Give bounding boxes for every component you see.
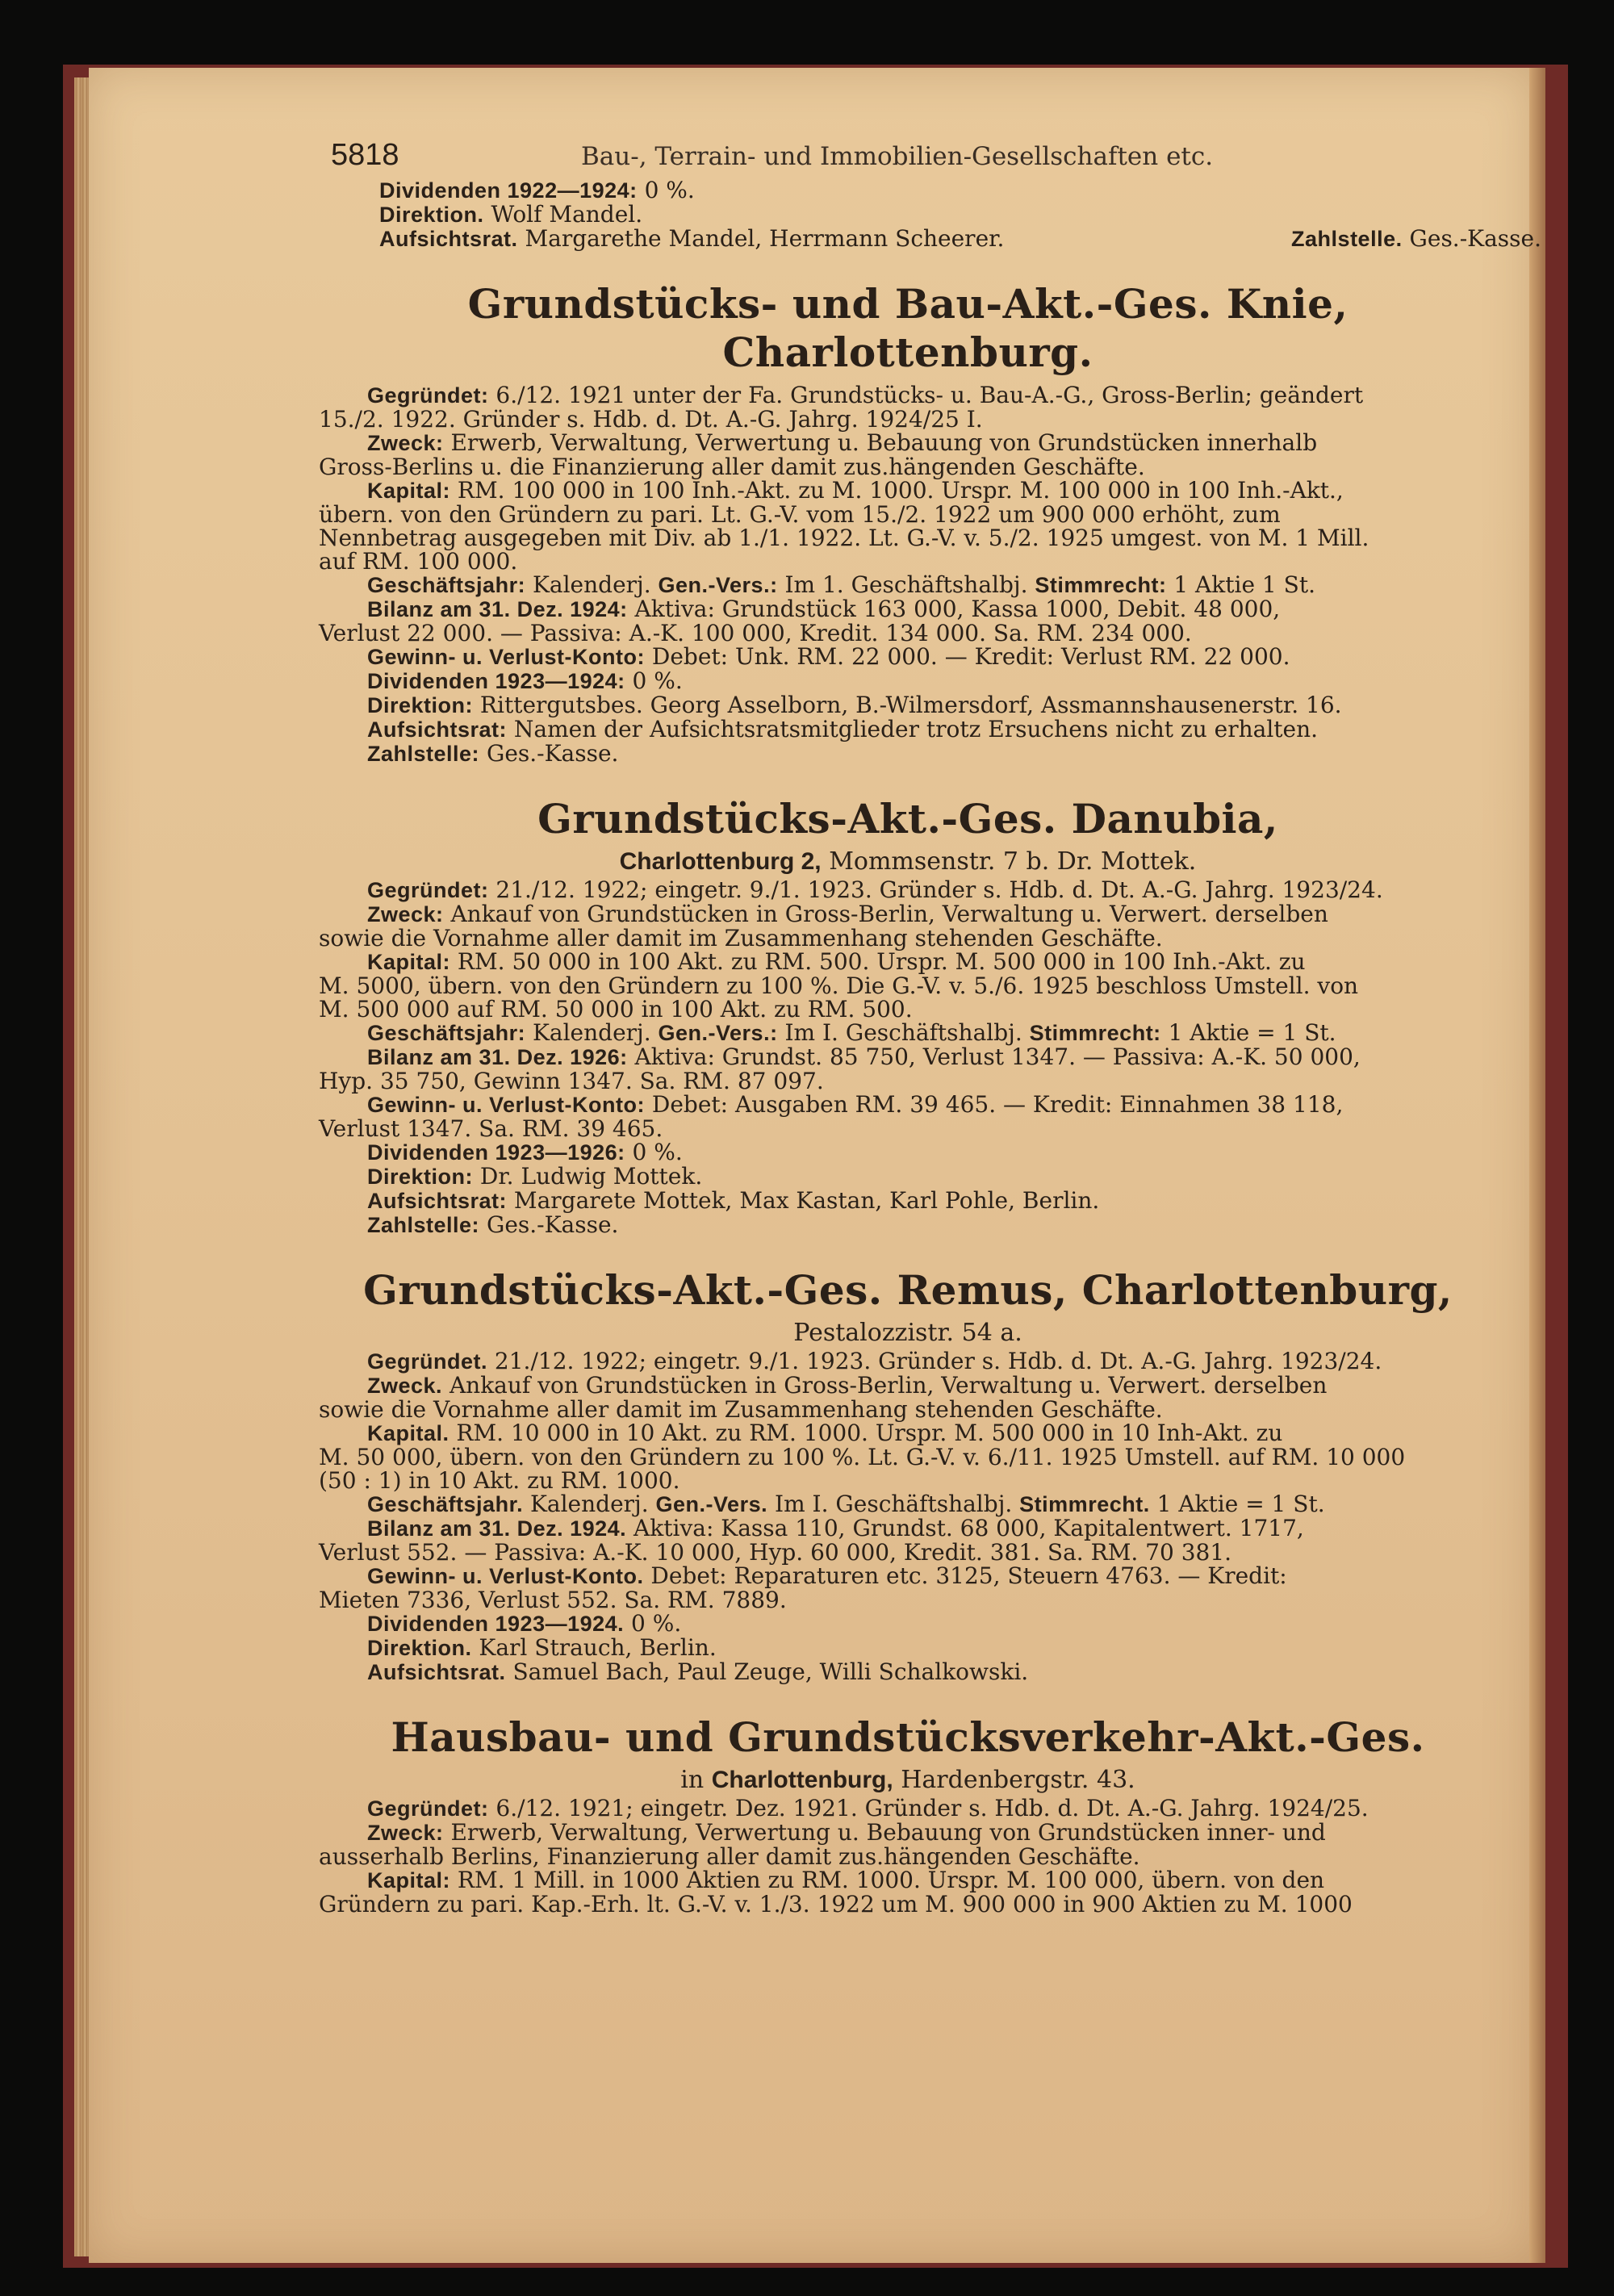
entry-line: Geschäftsjahr: Kalenderj. Gen.-Vers.: Im I. Geschäftshalbj. Stimmrecht: 1 Aktie = 1 St. [367,1019,1336,1046]
entry-line: Bilanz am 31. Dez. 1924: Aktiva: Grundstück 163 000, Kassa 1000, Debit. 48 000, [367,596,1281,622]
running-title: Bau-, Terrain- und Immobilien-Gesellschaften etc. [581,142,1214,171]
entry-line: Kapital: RM. 1 Mill. in 1000 Aktien zu RM. 1000. Urspr. M. 100 000, übern. von den [367,1867,1325,1893]
intro-aufsichtsrat: Aufsichtsrat. Margarethe Mandel, Herrmann Scheerer. Zahlstelle. Ges.-Kasse. [379,225,1541,252]
company-title: Hausbau- und Grundstücksverkehr-Akt.-Ges. [391,1713,1425,1761]
entry-line: Bilanz am 31. Dez. 1924. Aktiva: Kassa 110, Grundst. 68 000, Kapitalentwert. 1717, [367,1515,1304,1541]
entry-line: Mieten 7336, Verlust 552. Sa. RM. 7889. [319,1587,787,1613]
entry-line: Gründern zu pari. Kap.-Erh. lt. G.-V. v. 1./3. 1922 um M. 900 000 in 900 Aktien zu M. 1000 [319,1891,1353,1918]
entry-line: Geschäftsjahr. Kalenderj. Gen.-Vers. Im I. Geschäftshalbj. Stimmrecht. 1 Aktie = 1 St. [367,1491,1325,1517]
entry-line: M. 5000, übern. von den Gründern zu 100 %. Die G.-V. v. 5./6. 1925 beschloss Umstell. von [319,972,1359,999]
entry-line: Gegründet: 21./12. 1922; eingetr. 9./1. 1923. Gründer s. Hdb. d. Dt. A.-G. Jahrg. 1923/24. [367,876,1383,903]
company-address: Pestalozzistr. 54 a. [793,1319,1022,1347]
entry-line: 15./2. 1922. Gründer s. Hdb. d. Dt. A.-G. Jahrg. 1924/25 I. [319,406,983,433]
entry-line: Direktion: Dr. Ludwig Mottek. [367,1163,703,1190]
company-section [319,1266,1497,1684]
entry-line: Gegründet: 6./12. 1921; eingetr. Dez. 1921. Gründer s. Hdb. d. Dt. A.-G. Jahrg. 1924/25. [367,1795,1369,1821]
page-number: 5818 [331,138,399,172]
entry-line: Gewinn- u. Verlust-Konto. Debet: Reparaturen etc. 3125, Steuern 4763. — Kredit: [367,1562,1287,1589]
entry-line: Kapital: RM. 50 000 in 100 Akt. zu RM. 500. Urspr. M. 500 000 in 100 Inh.-Akt. zu [367,948,1306,975]
entry-line: M. 500 000 auf RM. 50 000 in 100 Akt. zu RM. 500. [319,996,913,1023]
entry-line: sowie die Vornahme aller damit im Zusammenhang stehenden Geschäfte. [319,1396,1163,1423]
company-section [319,1713,1497,1916]
company-address: Charlottenburg 2, Mommsenstr. 7 b. Dr. Mottek. [619,847,1197,876]
company-title: Grundstücks-Akt.-Ges. Danubia, [537,795,1278,843]
entry-line: Nennbetrag ausgegeben mit Div. ab 1./1. 1922. Lt. G.-V. v. 5./2. 1925 umgest. von M. 1 Mill. [319,525,1369,551]
entry-line: Verlust 22 000. — Passiva: A.-K. 100 000, Kredit. 134 000. Sa. RM. 234 000. [319,620,1192,646]
entry-line: Dividenden 1923—1924: 0 %. [367,667,683,694]
page-header [319,138,1497,172]
entry-line: Aufsichtsrat: Namen der Aufsichtsratsmitglieder trotz Ersuchens nicht zu erhalten. [367,716,1319,742]
page-right-edge [1529,68,1545,2263]
entry-line: (50 : 1) in 10 Akt. zu RM. 1000. [319,1467,680,1494]
entry-line: Gegründet: 6./12. 1921 unter der Fa. Grundstücks- u. Bau-A.-G., Gross-Berlin; geändert [367,382,1364,408]
entry-line: Zweck: Erwerb, Verwaltung, Verwertung u. Bebauung von Grundstücken inner- und [367,1819,1326,1846]
intro-block [319,177,1541,252]
page-content [319,138,1541,1918]
company-title: Grundstücks- und Bau-Akt.-Ges. Knie, Charlottenburg. [467,280,1348,376]
entry-line: Zahlstelle: Ges.-Kasse. [367,1211,619,1238]
entry-line: Bilanz am 31. Dez. 1926: Aktiva: Grundst. 85 750, Verlust 1347. — Passiva: A.-K. 50 000, [367,1043,1361,1070]
entry-line: Zweck. Ankauf von Grundstücken in Gross-Berlin, Verwaltung u. Verwert. derselben [367,1372,1328,1399]
entry-line: Kapital. RM. 10 000 in 10 Akt. zu RM. 1000. Urspr. M. 500 000 in 10 Inh-Akt. zu [367,1420,1283,1446]
entry-line: Dividenden 1923—1926: 0 %. [367,1139,683,1165]
entry-line: Aufsichtsrat. Samuel Bach, Paul Zeuge, Willi Schalkowski. [367,1658,1029,1685]
entry-line: M. 50 000, übern. von den Gründern zu 100 %. Lt. G.-V. v. 6./11. 1925 Umstell. auf RM. 10 000 [319,1444,1406,1470]
entry-line: Gegründet. 21./12. 1922; eingetr. 9./1. 1923. Gründer s. Hdb. d. Dt. A.-G. Jahrg. 1923/24. [367,1348,1382,1374]
entry-line: ausserhalb Berlins, Finanzierung aller damit zus.hängenden Geschäfte. [319,1843,1140,1870]
company-title: Grundstücks-Akt.-Ges. Remus, Charlottenburg, [363,1266,1453,1314]
entry-line: übern. von den Gründern zu pari. Lt. G.-V. vom 15./2. 1922 um 900 000 erhöht, zum [319,501,1281,528]
entry-line: sowie die Vornahme aller damit im Zusammenhang stehenden Geschäfte. [319,925,1163,951]
company-section [319,280,1497,766]
entry-line: Dividenden 1923—1924. 0 %. [367,1610,682,1637]
entry-line: Geschäftsjahr: Kalenderj. Gen.-Vers.: Im 1. Geschäftshalbj. Stimmrecht: 1 Aktie 1 St. [367,571,1315,598]
entry-line: Gewinn- u. Verlust-Konto: Debet: Ausgaben RM. 39 465. — Kredit: Einnahmen 38 118, [367,1091,1344,1118]
entry-line: Direktion. Karl Strauch, Berlin. [367,1634,717,1661]
entry-line: Verlust 552. — Passiva: A.-K. 10 000, Hyp. 60 000, Kredit. 381. Sa. RM. 70 381. [319,1539,1232,1566]
entry-line: Aufsichtsrat: Margarete Mottek, Max Kastan, Karl Pohle, Berlin. [367,1187,1100,1214]
entry-line: Zweck: Erwerb, Verwaltung, Verwertung u. Bebauung von Grundstücken innerhalb [367,429,1318,456]
entry-line: Zweck: Ankauf von Grundstücken in Gross-Berlin, Verwaltung u. Verwert. derselben [367,901,1328,927]
entry-line: Zahlstelle: Ges.-Kasse. [367,740,619,767]
intro-direktion: Direktion. Wolf Mandel. [379,201,643,228]
company-sections [319,280,1497,1916]
company-address: in Charlottenburg, Hardenbergstr. 43. [680,1766,1135,1794]
entry-line: Gross-Berlins u. die Finanzierung aller damit zus.hängenden Geschäfte. [319,454,1145,480]
entry-line: Verlust 1347. Sa. RM. 39 465. [319,1115,663,1142]
entry-line: Gewinn- u. Verlust-Konto: Debet: Unk. RM. 22 000. — Kredit: Verlust RM. 22 000. [367,643,1290,670]
entry-line: auf RM. 100 000. [319,548,518,575]
entry-line: Direktion: Rittergutsbes. Georg Asselborn, B.-Wilmersdorf, Assmannshausenerstr. 16. [367,692,1342,718]
entry-line: Kapital: RM. 100 000 in 100 Inh.-Akt. zu M. 1000. Urspr. M. 100 000 in 100 Inh.-Akt., [367,477,1344,504]
company-section [319,795,1497,1237]
entry-line: Hyp. 35 750, Gewinn 1347. Sa. RM. 87 097. [319,1068,824,1094]
intro-dividenden: Dividenden 1922—1924: 0 %. [379,177,695,203]
